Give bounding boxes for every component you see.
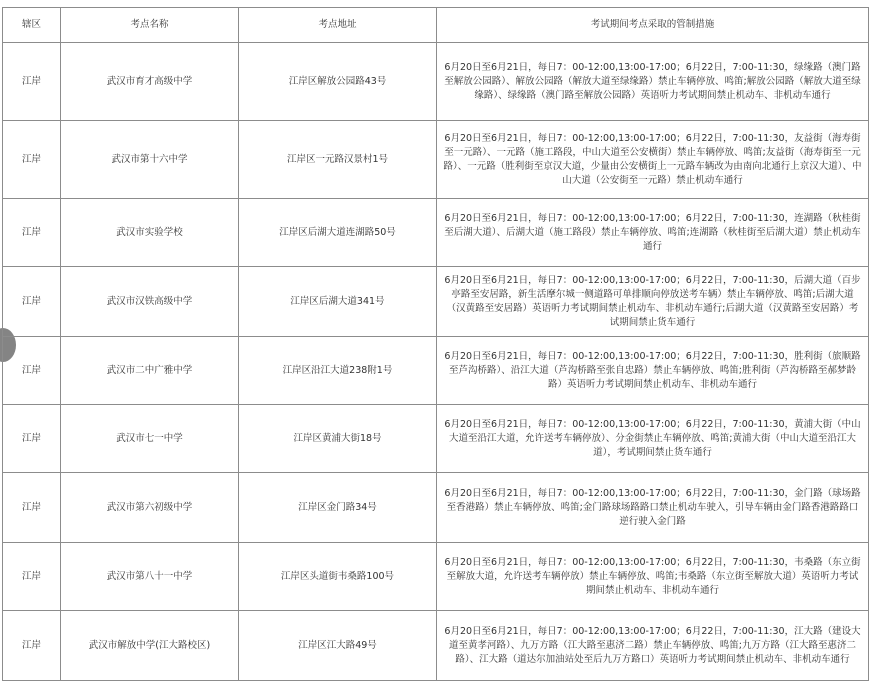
cell-district: 江岸 [3,473,61,543]
table-row [3,267,869,337]
cell-measures: 6月20日至6月21日，每日7：00-12:00,13:00-17:00；6月22日，7:00-11:30，友益街（海寿街至一元路）、一元路（施工路段，中山大道至公安横街）禁止车辆停放、鸣笛;友益街（海寿街至一元路）、一元路（胜利街至京汉大道，少量由公安横街上一元路车辆改为由南向北通行上京汉大道）、中山大道（公安街至一元路）禁止机动车通行 [437,121,869,199]
cell-address: 江岸区金门路34号 [239,473,437,543]
cell-district: 江岸 [3,543,61,611]
cell-name: 武汉市第六初级中学 [61,473,239,543]
cell-measures: 6月20日至6月21日，每日7：00-12:00,13:00-17:00；6月22日，7:00-11:30，金门路（球场路至香港路）禁止车辆停放、鸣笛;金门路球场路路口禁止机动车驶入，引导车辆由金门路香港路路口逆行驶入金门路 [437,473,869,543]
table-row [3,121,869,199]
cell-measures: 6月20日至6月21日，每日7：00-12:00,13:00-17:00；6月22日，7:00-11:30，江大路（建设大道至黄孝河路）、九万方路（江大路至惠济二路）禁止车辆停放、鸣笛;九万方路（江大路至惠济二路）、江大路（道达尔加油站处至后九万方路口）英语听力考试期间禁止机动车、非机动车通行 [437,611,869,681]
cell-measures: 6月20日至6月21日，每日7：00-12:00,13:00-17:00；6月22日，7:00-11:30，韦桑路（东立街至解放大道，允许送考车辆停放）禁止车辆停放、鸣笛;韦桑路（东立街至解放大道）英语听力考试期间禁止机动车、非机动车通行 [437,543,869,611]
cell-name: 武汉市二中广雅中学 [61,337,239,405]
exam-traffic-control-table [2,7,869,681]
cell-address: 江岸区解放公园路43号 [239,43,437,121]
cell-name: 武汉市育才高级中学 [61,43,239,121]
cell-district: 江岸 [3,267,61,337]
cell-address: 江岸区后湖大道341号 [239,267,437,337]
cell-address: 江岸区后湖大道连湖路50号 [239,199,437,267]
cell-measures: 6月20日至6月21日，每日7：00-12:00,13:00-17:00；6月22日，7:00-11:30，黄浦大街（中山大道至沿江大道，允许送考车辆停放）、分金街禁止车辆停放、鸣笛;黄浦大街（中山大道至沿江大道），考试期间禁止货车通行 [437,405,869,473]
table-row [3,611,869,681]
table-row [3,43,869,121]
cell-measures: 6月20日至6月21日，每日7：00-12:00,13:00-17:00；6月22日，7:00-11:30，胜利街（旅顺路至芦沟桥路）、沿江大道（芦沟桥路至张自忠路）禁止车辆停放、鸣笛;胜利街（芦沟桥路至郝梦龄路）英语听力考试期间禁止机动车、非机动车通行 [437,337,869,405]
cell-address: 江岸区一元路汉景村1号 [239,121,437,199]
table-row [3,543,869,611]
table-header-row [3,8,869,43]
cell-measures: 6月20日至6月21日，每日7：00-12:00,13:00-17:00；6月22日，7:00-11:30，连湖路（秋桂街至后湖大道）、后湖大道（施工路段）禁止车辆停放、鸣笛;连湖路（秋桂街至后湖大道）禁止机动车通行 [437,199,869,267]
cell-name: 武汉市第八十一中学 [61,543,239,611]
header-measures: 考试期间考点采取的管制措施 [437,8,869,43]
cell-district: 江岸 [3,611,61,681]
cell-measures: 6月20日至6月21日，每日7：00-12:00,13:00-17:00；6月22日，7:00-11:30，后湖大道（百步亭路至安居路，新生活摩尔城一侧道路可单排顺向停放送考车辆）禁止车辆停放、鸣笛;后湖大道（汉黄路至安居路）英语听力考试期间禁止机动车、非机动车通行;后湖大道（汉黄路至安居路）考试期间禁止货车通行 [437,267,869,337]
cell-name: 武汉市解放中学(江大路校区) [61,611,239,681]
cell-district: 江岸 [3,199,61,267]
cell-address: 江岸区头道街韦桑路100号 [239,543,437,611]
exam-traffic-table-container [2,7,868,681]
header-district: 辖区 [3,8,61,43]
cell-name: 武汉市第十六中学 [61,121,239,199]
cell-address: 江岸区江大路49号 [239,611,437,681]
header-address: 考点地址 [239,8,437,43]
cell-district: 江岸 [3,43,61,121]
table-row [3,199,869,267]
cell-district: 江岸 [3,405,61,473]
cell-district: 江岸 [3,337,61,405]
table-row [3,405,869,473]
cell-district: 江岸 [3,121,61,199]
header-name: 考点名称 [61,8,239,43]
cell-measures: 6月20日至6月21日，每日7：00-12:00,13:00-17:00；6月22日，7:00-11:30，绿缘路（澳门路至解放公园路）、解放公园路（解放大道至绿缘路）禁止车辆停放、鸣笛;解放公园路（解放大道至绿缘路）、绿缘路（澳门路至解放公园路）英语听力考试期间禁止机动车、非机动车通行 [437,43,869,121]
cell-name: 武汉市实验学校 [61,199,239,267]
table-row [3,473,869,543]
cell-address: 江岸区黄浦大街18号 [239,405,437,473]
cell-address: 江岸区沿江大道238附1号 [239,337,437,405]
cell-name: 武汉市汉铁高级中学 [61,267,239,337]
table-row [3,337,869,405]
cell-name: 武汉市七一中学 [61,405,239,473]
